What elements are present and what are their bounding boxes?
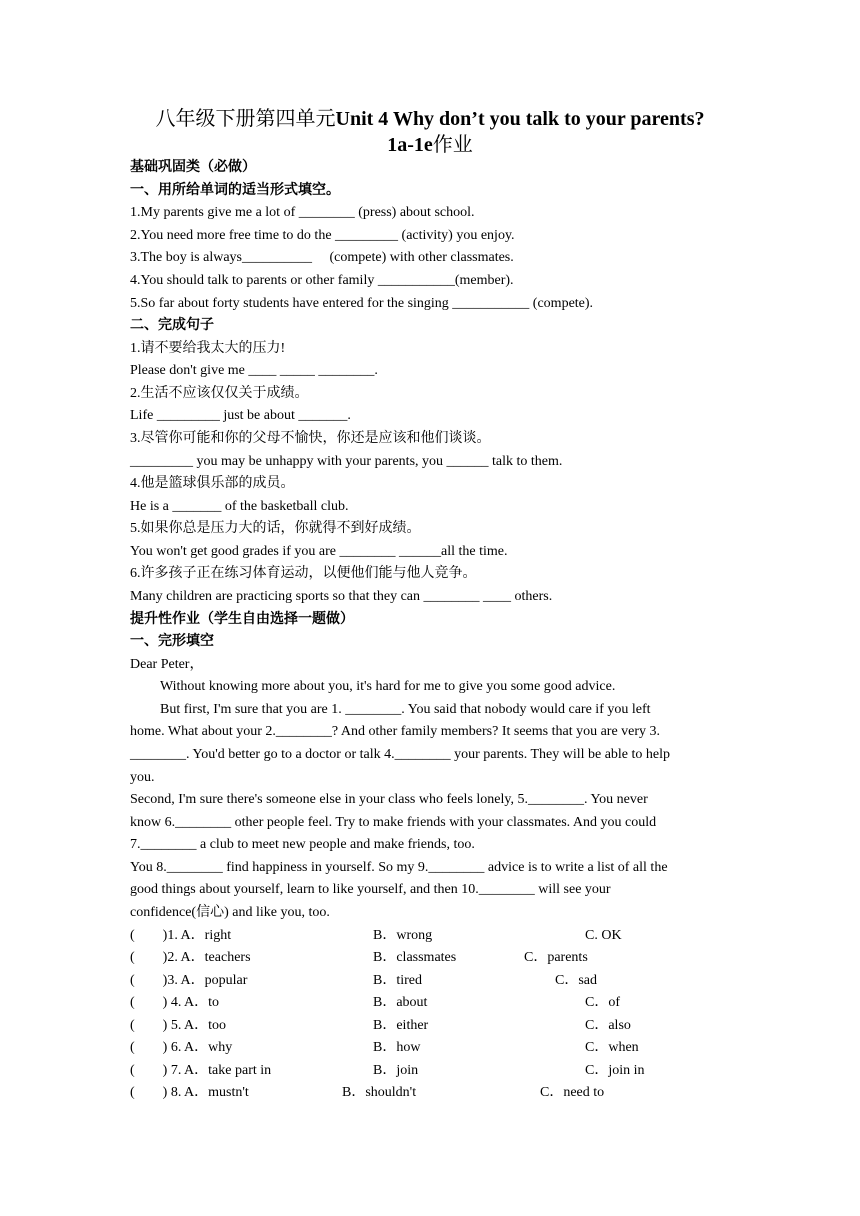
cloze-p2-line-3: ________. You'd better go to a doctor or talk 4.________ your parents. They will be able to help	[130, 747, 671, 762]
cloze-p4-line-3: confidence(信心) and like you, too.	[130, 905, 330, 920]
option-c: C．sad	[555, 973, 597, 988]
worksheet-title-line1	[0, 106, 860, 132]
option-b: B．classmates	[373, 950, 457, 965]
option-c: C．also	[585, 1018, 631, 1033]
option-c: C．join in	[585, 1063, 645, 1078]
cloze-p3-line-3: 7.________ a club to meet new people and make friends, too.	[130, 837, 475, 852]
part2-line-8: He is a _______ of the basketball club.	[130, 499, 349, 514]
part2-line-9: 5.如果你总是压力大的话，你就得不到好成绩。	[130, 521, 421, 536]
cloze-p2-line-1: But first, I'm sure that you are 1. ________. You said that nobody would care if you left	[160, 702, 651, 717]
option-b: B．about	[373, 995, 428, 1010]
cloze-p2-line-4: you.	[130, 770, 155, 785]
option-c: C. OK	[585, 928, 622, 943]
cloze-paragraph-1: Without knowing more about you, it's hard for me to give you some good advice.	[160, 679, 616, 694]
cloze-p3-line-1: Second, I'm sure there's someone else in your class who feels lonely, 5.________. You never	[130, 792, 648, 807]
cloze-heading: 一、完形填空	[130, 634, 214, 649]
part2-line-10: You won't get good grades if you are ________ ______all the time.	[130, 544, 508, 559]
part2-line-6: _________ you may be unhappy with your parents, you ______ talk to them.	[130, 454, 563, 469]
title-lesson: 1a-1e	[387, 134, 433, 156]
question-stem: ( ) 7. A．take part in	[130, 1063, 272, 1078]
option-c: C．when	[585, 1040, 639, 1055]
worksheet-title-line2	[0, 132, 860, 158]
part1-item-5: 5.So far about forty students have entered for the singing ___________ (compete).	[130, 296, 594, 311]
option-b: B．how	[373, 1040, 421, 1055]
part1-item-4: 4.You should talk to parents or other family ___________(member).	[130, 273, 514, 288]
part2-line-2: Please don't give me ____ _____ ________.	[130, 363, 378, 378]
option-b: B．either	[373, 1018, 429, 1033]
cloze-p3-line-2: know 6.________ other people feel. Try to make friends with your classmates. And you could	[130, 815, 657, 830]
question-stem: ( ) 6. A．why	[130, 1040, 233, 1055]
option-b: B．shouldn't	[342, 1085, 417, 1100]
option-b: B．wrong	[373, 928, 433, 943]
option-c: C．of	[585, 995, 620, 1010]
option-b: B．join	[373, 1063, 419, 1078]
part1-item-3: 3.The boy is always__________ (compete) with other classmates.	[130, 250, 514, 265]
part2-line-3: 2.生活不应该仅仅关于成绩。	[130, 386, 309, 401]
section-basic-heading: 基础巩固类（必做）	[130, 160, 256, 175]
cloze-salutation: Dear Peter，	[130, 657, 204, 672]
section-advanced-heading: 提升性作业（学生自由选择一题做）	[130, 612, 354, 627]
title-cn-prefix: 八年级下册第四单元	[155, 108, 336, 130]
question-stem: ( ) 4. A．to	[130, 995, 220, 1010]
part2-line-1: 1.请不要给我太大的压力!	[130, 341, 286, 356]
part1-item-2: 2.You need more free time to do the _________ (activity) you enjoy.	[130, 228, 515, 243]
part2-line-4: Life _________ just be about _______.	[130, 408, 351, 423]
part2-heading: 二、完成句子	[130, 318, 214, 333]
question-stem: ( ) 8. A．mustn't	[130, 1085, 249, 1100]
question-stem: ( )2. A．teachers	[130, 950, 251, 965]
title-unit: Unit 4 Why don’t you talk to your parents?	[335, 108, 705, 130]
cloze-p4-line-1: You 8.________ find happiness in yourself. So my 9.________ advice is to write a list of all the	[130, 860, 668, 875]
part2-line-7: 4.他是篮球俱乐部的成员。	[130, 476, 295, 491]
part2-line-12: Many children are practicing sports so that they can ________ ____ others.	[130, 589, 553, 604]
part1-item-1: 1.My parents give me a lot of ________ (press) about school.	[130, 205, 475, 220]
option-b: B．tired	[373, 973, 422, 988]
title-cn-suffix: 作业	[432, 134, 473, 156]
question-stem: ( )1. A．right	[130, 928, 232, 943]
question-stem: ( ) 5. A．too	[130, 1018, 227, 1033]
option-c: C．parents	[524, 950, 588, 965]
option-c: C．need to	[540, 1085, 605, 1100]
cloze-p4-line-2: good things about yourself, learn to like yourself, and then 10.________ will see your	[130, 882, 611, 897]
part1-heading: 一、用所给单词的适当形式填空。	[130, 183, 340, 198]
part2-line-5: 3.尽管你可能和你的父母不愉快，你还是应该和他们谈谈。	[130, 431, 491, 446]
question-stem: ( )3. A．popular	[130, 973, 248, 988]
cloze-p2-line-2: home. What about your 2.________? And other family members? It seems that you are very 3.	[130, 724, 661, 739]
part2-line-11: 6.许多孩子正在练习体育运动，以便他们能与他人竞争。	[130, 566, 477, 581]
